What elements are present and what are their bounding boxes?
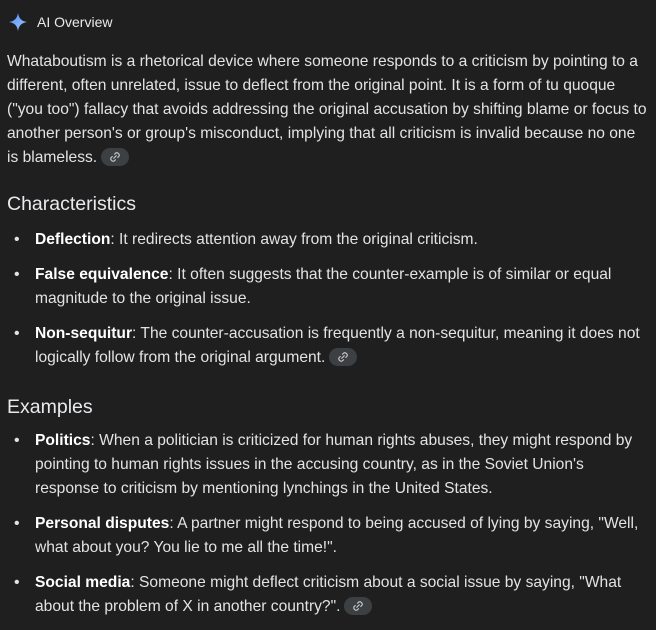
item-term: Non-sequitur [35, 325, 133, 342]
characteristics-list [0, 228, 650, 370]
item-text: : The counter-accusation is frequently a non-sequitur, meaning it does not logically follow from the original argument. [35, 325, 640, 366]
source-link-button[interactable] [344, 597, 372, 615]
list-item [0, 228, 650, 252]
item-term: Deflection [35, 231, 111, 248]
bullet: • [14, 515, 20, 532]
item-term: Personal disputes [35, 515, 170, 532]
intro-text: Whataboutism is a rhetorical device where someone responds to a criticism by pointing to a different, often unrelated, issue to deflect from the original point. It is a form of tu quoque ("you too") fallacy that avoids addressing the original accusation by shifting blame or focus to another person's or group's misconduct, implying that all criticism is invalid because no one is blameless. [7, 53, 647, 166]
item-term: Social media [35, 574, 131, 591]
link-icon [109, 151, 121, 163]
examples-list [0, 429, 650, 619]
list-item [0, 322, 650, 370]
characteristics-heading: Characteristics [7, 193, 136, 215]
item-term: Politics [35, 432, 91, 449]
item-text: : It often suggests that the counter-example is of similar or equal magnitude to the original issue. [35, 266, 612, 307]
item-text: : When a politician is criticized for human rights abuses, they might respond by pointing to human rights issues in the accusing country, as in the Soviet Union's response to criticism by mentioning lynchings in the United States. [35, 432, 633, 497]
bullet: • [14, 325, 20, 342]
ai-overview-title: AI Overview [37, 14, 113, 30]
sparkle-icon [8, 12, 28, 32]
link-icon [337, 351, 349, 363]
item-term: False equivalence [35, 266, 169, 283]
bullet: • [14, 574, 20, 591]
bullet: • [14, 266, 20, 283]
item-text: : A partner might respond to being accused of lying by saying, "Well, what about you? You lie to me all the time!". [35, 515, 639, 556]
list-item [0, 512, 650, 560]
bullet: • [14, 231, 20, 248]
link-icon [352, 600, 364, 612]
source-link-button[interactable] [329, 348, 357, 366]
list-item [0, 429, 650, 501]
item-text: : It redirects attention away from the original criticism. [110, 231, 478, 248]
source-link-button[interactable] [101, 148, 129, 166]
ai-overview-header [8, 10, 112, 34]
examples-heading: Examples [7, 396, 93, 418]
list-item [0, 263, 650, 311]
intro-paragraph [7, 50, 647, 170]
item-text: : Someone might deflect criticism about a social issue by saying, "What about the problem of X in another country?". [35, 574, 622, 615]
list-item [0, 571, 650, 619]
bullet: • [14, 432, 20, 449]
